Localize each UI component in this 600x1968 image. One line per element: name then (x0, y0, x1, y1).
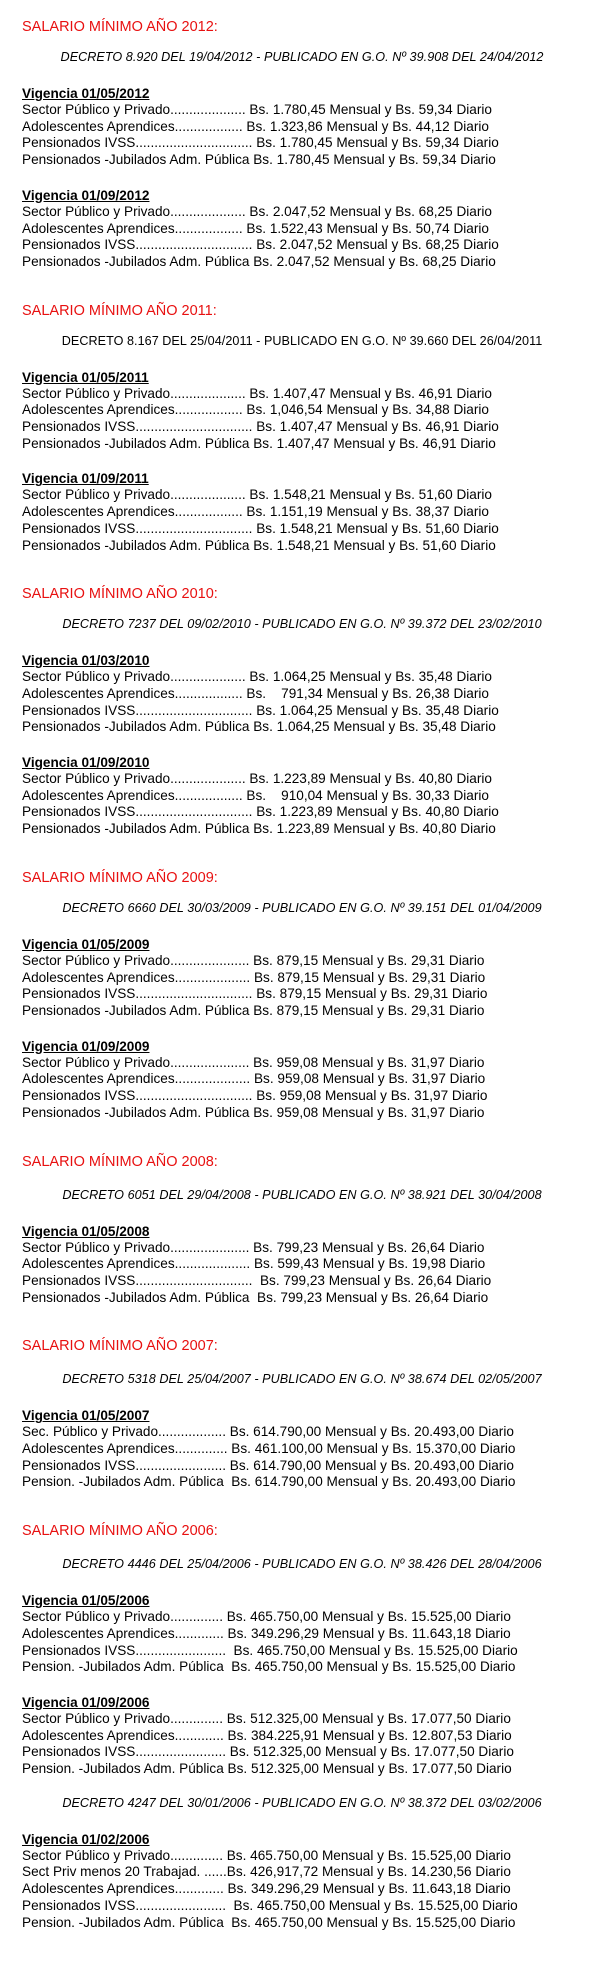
validity-period (22, 1223, 600, 1307)
salary-line: Adolescentes Aprendices.................... Bs. 959,08 Mensual y Bs. 31,97 Diario (22, 1071, 486, 1087)
decree-reference: DECRETO 4247 DEL 30/01/2006 - PUBLICADO EN G.O. Nº 38.372 DEL 03/02/2006 (62, 1795, 542, 1810)
validity-date: Vigencia 01/09/2011 (22, 471, 149, 487)
validity-date: Vigencia 01/05/2006 (22, 1593, 150, 1609)
validity-period (22, 754, 600, 838)
salary-line: Sector Público y Privado.............. Bs. 465.750,00 Mensual y Bs. 15.525,00 Diario (22, 1609, 511, 1625)
salary-line: Pensionados IVSS........................ Bs. 614.790,00 Mensual y Bs. 20.493,00 Diario (22, 1457, 514, 1473)
year-section (22, 1153, 600, 1307)
validity-date: Vigencia 01/05/2011 (22, 369, 149, 385)
salary-line: Pension. -Jubilados Adm. Pública Bs. 512.325,00 Mensual y Bs. 17.077,50 Diario (22, 1761, 512, 1777)
salary-line: Pensionados -Jubilados Adm. Pública Bs. 799,23 Mensual y Bs. 26,64 Diario (22, 1289, 489, 1305)
salary-line: Adolescentes Aprendices.................. Bs. 1.522,43 Mensual y Bs. 50,74 Diario (22, 220, 489, 236)
salary-line: Adolescentes Aprendices.................. Bs. 1.323,86 Mensual y Bs. 44,12 Diario (22, 118, 489, 134)
year-title: SALARIO MÍNIMO AÑO 2012: (22, 19, 218, 35)
year-title: SALARIO MÍNIMO AÑO 2006: (22, 1523, 218, 1540)
validity-date: Vigencia 01/05/2012 (22, 86, 150, 101)
salary-line: Adolescentes Aprendices............. Bs. 349.296,29 Mensual y Bs. 11.643,18 Diario (22, 1625, 511, 1641)
salary-line: Adolescentes Aprendices.................. Bs. 1,046,54 Mensual y Bs. 34,88 Diario (22, 402, 489, 418)
salary-line: Pensionados -Jubilados Adm. Pública Bs. 2.047,52 Mensual y Bs. 68,25 Diario (22, 253, 496, 269)
salary-line: Adolescentes Aprendices.................. Bs. 910,04 Mensual y Bs. 30,33 Diario (22, 787, 489, 803)
salary-line: Sector Público y Privado.................... Bs. 1.780,45 Mensual y Bs. 59,34 Diario (22, 102, 492, 117)
decree-reference: DECRETO 7237 DEL 09/02/2010 - PUBLICADO EN G.O. Nº 39.372 DEL 23/02/2010 (62, 617, 542, 632)
salary-line: Adolescentes Aprendices.................. Bs. 1.151,19 Mensual y Bs. 38,37 Diario (22, 504, 489, 520)
validity-date: Vigencia 01/09/2012 (22, 187, 150, 203)
salary-line: Pensionados IVSS............................... Bs. 879,15 Mensual y Bs. 29,31 Diario (22, 986, 488, 1002)
salary-line: Pensionados -Jubilados Adm. Pública Bs. 959,08 Mensual y Bs. 31,97 Diario (22, 1104, 485, 1120)
salary-line: Pensionados -Jubilados Adm. Pública Bs. 1.407,47 Mensual y Bs. 46,91 Diario (22, 435, 496, 451)
salary-line: Pension. -Jubilados Adm. Pública Bs. 465.750,00 Mensual y Bs. 15.525,00 Diario (22, 1659, 516, 1675)
year-section (22, 1522, 600, 1778)
salary-line: Sector Público y Privado..................... Bs. 879,15 Mensual y Bs. 29,31 Diario (22, 952, 485, 968)
decree-reference: DECRETO 4446 DEL 25/04/2006 - PUBLICADO EN G.O. Nº 38.426 DEL 28/04/2006 (62, 1557, 542, 1572)
salary-line: Sect Priv menos 20 Trabajad. ......Bs. 426,917,72 Mensual y Bs. 14.230,56 Diario (22, 1864, 511, 1880)
salary-line: Adolescentes Aprendices.................... Bs. 879,15 Mensual y Bs. 29,31 Diario (22, 969, 486, 985)
salary-line: Pensionados IVSS........................ Bs. 465.750,00 Mensual y Bs. 15.525,00 Diario (22, 1642, 518, 1658)
validity-period (22, 369, 600, 453)
validity-date: Vigencia 01/09/2010 (22, 755, 150, 771)
year-title: SALARIO MÍNIMO AÑO 2011: (22, 302, 217, 319)
salary-line: Adolescentes Aprendices............. Bs. 384.225,91 Mensual y Bs. 12.807,53 Diario (22, 1727, 512, 1743)
salary-line: Pensionados IVSS............................... Bs. 1.548,21 Mensual y Bs. 51,60 Diario (22, 520, 499, 536)
validity-period (22, 936, 600, 1020)
decree-reference: DECRETO 8.167 DEL 25/04/2011 - PUBLICADO EN G.O. Nº 39.660 DEL 26/04/2011 (61, 333, 543, 348)
year-title: SALARIO MÍNIMO AÑO 2008: (22, 1153, 218, 1170)
salary-line: Pensionados IVSS............................... Bs. 799,23 Mensual y Bs. 26,64 Diario (22, 1272, 492, 1288)
salary-line: Pensionados IVSS............................... Bs. 1.064,25 Mensual y Bs. 35,48 Diario (22, 702, 499, 718)
salary-line: Sector Público y Privado..................... Bs. 959,08 Mensual y Bs. 31,97 Diario (22, 1054, 485, 1070)
validity-date: Vigencia 01/09/2009 (22, 1038, 150, 1054)
decree-reference: DECRETO 8.920 DEL 19/04/2012 - PUBLICADO EN G.O. Nº 39.908 DEL 24/04/2012 (60, 50, 544, 64)
salary-line: Sector Público y Privado.................... Bs. 2.047,52 Mensual y Bs. 68,25 Diario (22, 203, 492, 219)
validity-period (22, 652, 600, 736)
validity-period (22, 470, 600, 554)
year-title: SALARIO MÍNIMO AÑO 2010: (22, 586, 218, 603)
validity-period (22, 1038, 600, 1122)
salary-line: Pensionados -Jubilados Adm. Pública Bs. 1.064,25 Mensual y Bs. 35,48 Diario (22, 719, 496, 735)
year-section (22, 869, 600, 1122)
salary-line: Adolescentes Aprendices............. Bs. 349.296,29 Mensual y Bs. 11.643,18 Diario (22, 1881, 511, 1897)
validity-period (22, 85, 600, 169)
salary-line: Pensionados IVSS........................ Bs. 512.325,00 Mensual y Bs. 17.077,50 Diario (22, 1744, 514, 1760)
validity-period (22, 1407, 600, 1491)
salary-line: Pensionados -Jubilados Adm. Pública Bs. 1.780,45 Mensual y Bs. 59,34 Diario (22, 152, 496, 168)
salary-line: Sector Público y Privado.................... Bs. 1.223,89 Mensual y Bs. 40,80 Diario (22, 771, 492, 787)
validity-period (22, 1831, 600, 1932)
salary-line: Pensionados IVSS............................... Bs. 1.780,45 Mensual y Bs. 59,34 Diario (22, 135, 499, 151)
salary-line: Pensionados -Jubilados Adm. Pública Bs. 1.223,89 Mensual y Bs. 40,80 Diario (22, 821, 496, 837)
salary-line: Adolescentes Aprendices.................... Bs. 599,43 Mensual y Bs. 19,98 Diario (22, 1256, 486, 1272)
validity-date: Vigencia 01/05/2009 (22, 936, 150, 952)
validity-period (22, 1694, 600, 1778)
salary-line: Sector Público y Privado..................... Bs. 799,23 Mensual y Bs. 26,64 Diario (22, 1239, 485, 1255)
salary-line: Pensionados IVSS........................ Bs. 465.750,00 Mensual y Bs. 15.525,00 Diario (22, 1897, 518, 1913)
salary-line: Pension. -Jubilados Adm. Pública Bs. 465.750,00 Mensual y Bs. 15.525,00 Diario (22, 1914, 516, 1930)
salary-line: Sector Público y Privado.............. Bs. 512.325,00 Mensual y Bs. 17.077,50 Diario (22, 1710, 511, 1726)
salary-line: Sector Público y Privado.................... Bs. 1.548,21 Mensual y Bs. 51,60 Diario (22, 487, 492, 503)
validity-date: Vigencia 01/05/2008 (22, 1223, 150, 1239)
year-title: SALARIO MÍNIMO AÑO 2009: (22, 869, 218, 886)
validity-date: Vigencia 01/09/2006 (22, 1694, 150, 1710)
salary-line: Adolescentes Aprendices.................. Bs. 791,34 Mensual y Bs. 26,38 Diario (22, 685, 489, 701)
decree-reference: DECRETO 6051 DEL 29/04/2008 - PUBLICADO EN G.O. Nº 38.921 DEL 30/04/2008 (62, 1187, 542, 1202)
year-title: SALARIO MÍNIMO AÑO 2007: (22, 1338, 218, 1355)
salary-line: Pension. -Jubilados Adm. Pública Bs. 614.790,00 Mensual y Bs. 20.493,00 Diario (22, 1474, 516, 1490)
validity-date: Vigencia 01/03/2010 (22, 653, 150, 669)
salary-line: Pensionados IVSS............................... Bs. 1.223,89 Mensual y Bs. 40,80 Diario (22, 804, 499, 820)
year-section (22, 1795, 600, 1932)
salary-line: Adolescentes Aprendices.............. Bs. 461.100,00 Mensual y Bs. 15.370,00 Diario (22, 1441, 516, 1457)
decree-reference: DECRETO 5318 DEL 25/04/2007 - PUBLICADO EN G.O. Nº 38.674 DEL 02/05/2007 (62, 1372, 542, 1387)
salary-line: Pensionados IVSS............................... Bs. 2.047,52 Mensual y Bs. 68,25 Diario (22, 237, 499, 253)
year-section (22, 585, 600, 838)
salary-line: Sector Público y Privado.................... Bs. 1.407,47 Mensual y Bs. 46,91 Diario (22, 385, 492, 401)
decree-reference: DECRETO 6660 DEL 30/03/2009 - PUBLICADO EN G.O. Nº 39.151 DEL 01/04/2009 (62, 900, 542, 915)
salary-line: Pensionados IVSS............................... Bs. 1.407,47 Mensual y Bs. 46,91 Diario (22, 419, 499, 435)
salary-sections (22, 18, 600, 1931)
year-section (22, 18, 600, 271)
validity-date: Vigencia 01/05/2007 (22, 1408, 150, 1424)
salary-line: Pensionados IVSS............................... Bs. 959,08 Mensual y Bs. 31,97 Diario (22, 1088, 488, 1104)
year-section (22, 1337, 600, 1491)
salary-line: Sector Público y Privado.................... Bs. 1.064,25 Mensual y Bs. 35,48 Diario (22, 669, 492, 685)
salary-line: Sec. Público y Privado.................. Bs. 614.790,00 Mensual y Bs. 20.493,00 Diario (22, 1424, 514, 1440)
year-section (22, 302, 600, 555)
salary-line: Pensionados -Jubilados Adm. Pública Bs. 879,15 Mensual y Bs. 29,31 Diario (22, 1002, 485, 1018)
salary-line: Sector Público y Privado.............. Bs. 465.750,00 Mensual y Bs. 15.525,00 Diario (22, 1847, 511, 1863)
validity-period (22, 1592, 600, 1676)
validity-period (22, 187, 600, 271)
validity-date: Vigencia 01/02/2006 (22, 1831, 150, 1847)
salary-line: Pensionados -Jubilados Adm. Pública Bs. 1.548,21 Mensual y Bs. 51,60 Diario (22, 537, 496, 553)
